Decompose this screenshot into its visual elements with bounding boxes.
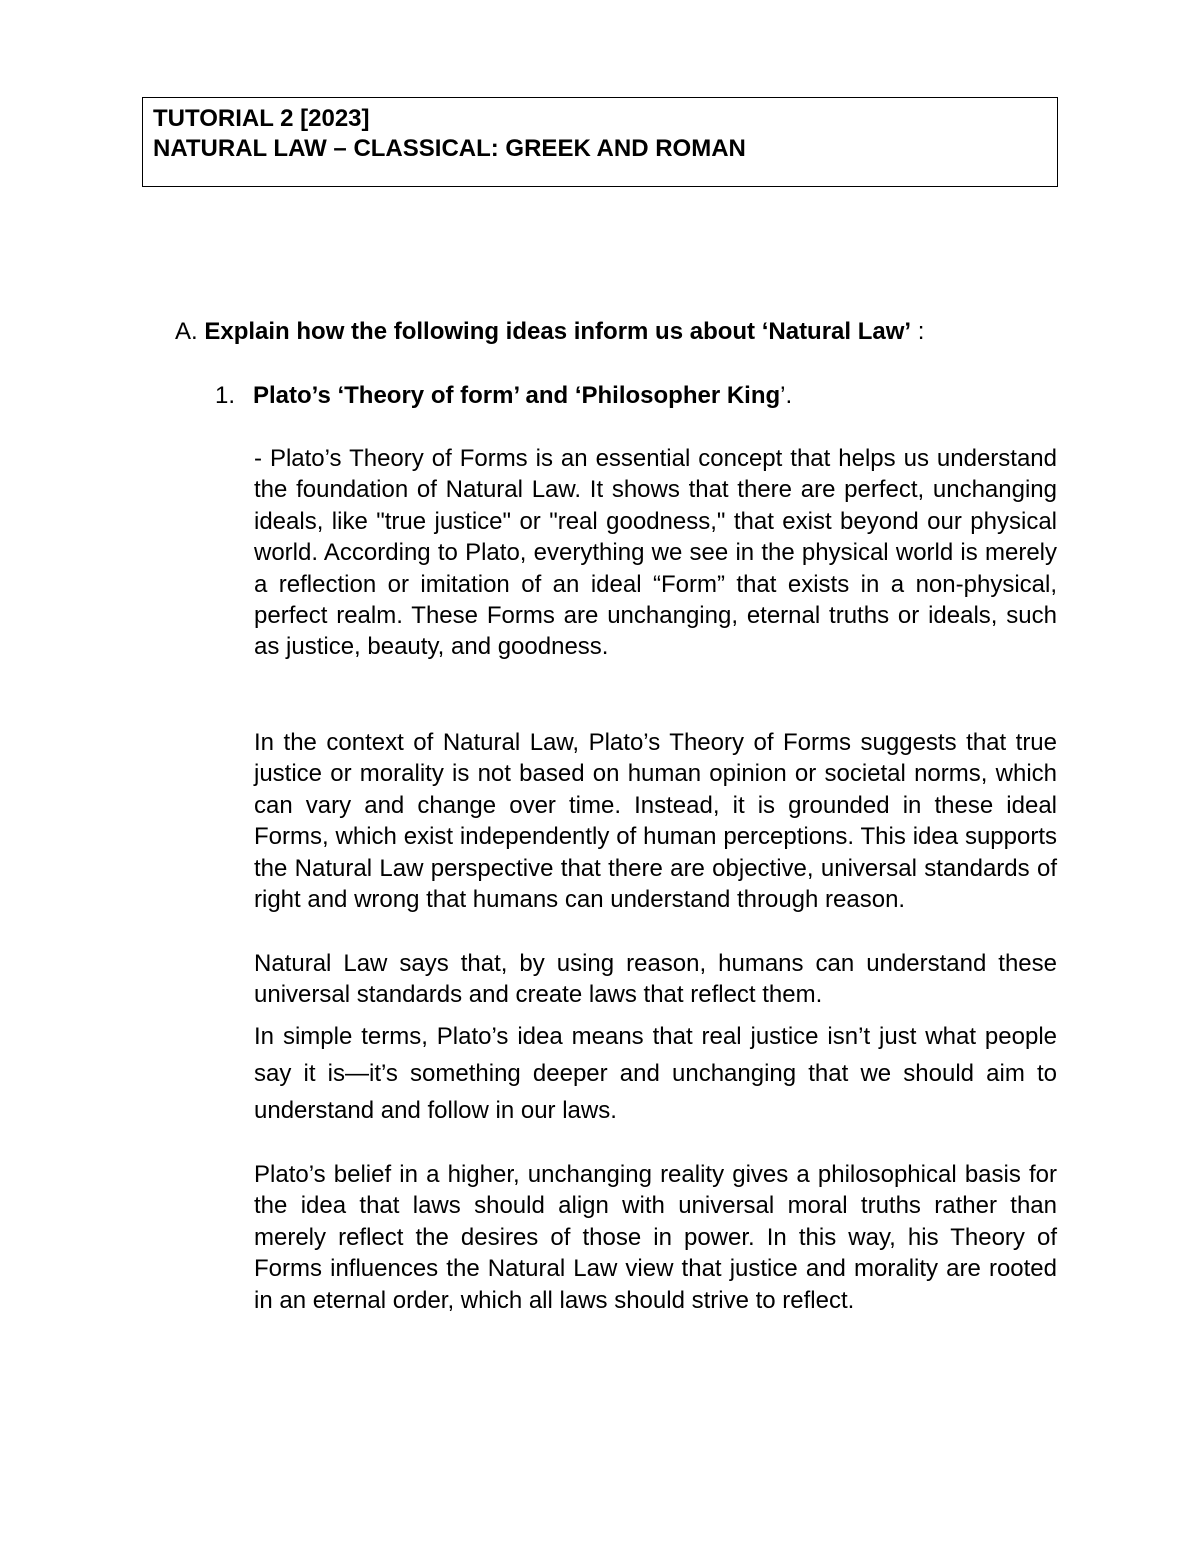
item-1-title: Plato’s ‘Theory of form’ and ‘Philosopher King — [253, 382, 781, 409]
section-a-marker: A. — [175, 318, 198, 345]
paragraph-theory-of-forms: - Plato’s Theory of Forms is an essential concept that helps us understand the foundation of Natural Law. It shows that there are perfect, unchanging ideals, like "true justice" or "real goodness," that exist beyond our physical world. According to Plato, everything we see in the physical world is merely a reflection or imitation of an ideal “Form” that exists in a non-physical, perfect realm. These Forms are unchanging, eternal truths or ideals, such as justice, beauty, and goodness. — [254, 445, 1057, 661]
title-box — [142, 97, 1058, 187]
item-1-heading — [215, 380, 792, 412]
paragraph-simple-terms: In simple terms, Plato’s idea means that real justice isn’t just what people say it is—it’s something deeper and unchanging that we should aim to understand and follow in our laws. — [254, 1023, 1057, 1124]
paragraph-natural-law-context: In the context of Natural Law, Plato’s Theory of Forms suggests that true justice or morality is not based on human opinion or societal norms, which can vary and change over time. Instead, it is grounded in these ideal Forms, which exist independently of human perceptions. This idea supports the Natural Law perspective that there are objective, universal standards of right and wrong that humans can understand through reason. — [254, 729, 1057, 914]
tutorial-title: TUTORIAL 2 [2023] — [153, 105, 370, 132]
section-a-text: Explain how the following ideas inform us about ‘Natural Law’ — [204, 318, 912, 345]
paragraph-higher-reality: Plato’s belief in a higher, unchanging reality gives a philosophical basis for the idea that laws should align with universal moral truths rather than merely reflect the desires of those in power. In this way, his Theory of Forms influences the Natural Law view that justice and morality are rooted in an eternal order, which all laws should strive to reflect. — [254, 1161, 1057, 1314]
paragraph-reason: Natural Law says that, by using reason, humans can understand these universal standards and create laws that reflect them. — [254, 950, 1057, 1009]
section-a-suffix: : — [911, 318, 925, 345]
tutorial-subtitle: NATURAL LAW – CLASSICAL: GREEK AND ROMAN — [153, 135, 746, 162]
item-1-suffix: ’. — [780, 382, 793, 409]
item-1-number: 1. — [215, 382, 236, 409]
section-a-heading — [175, 316, 924, 348]
